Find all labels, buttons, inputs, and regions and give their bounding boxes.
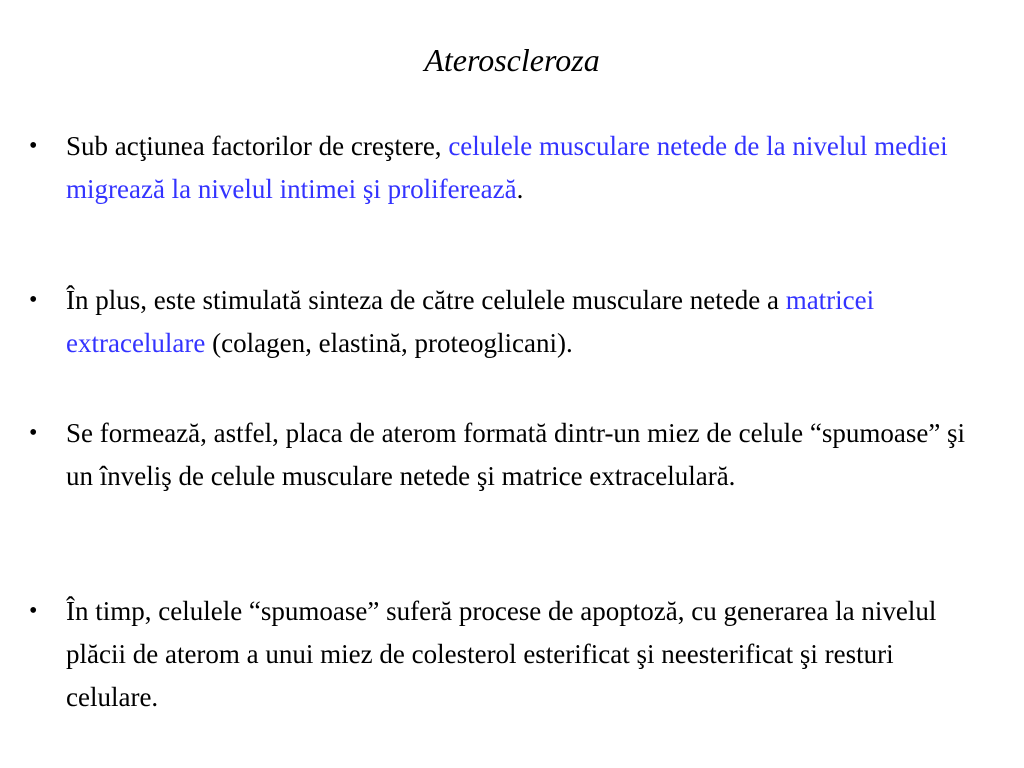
bullet-text-highlight: matricei extracelulare [66, 285, 875, 358]
bullet-icon: • [29, 420, 38, 446]
bullet-text [66, 279, 989, 365]
bullet-text [66, 125, 989, 211]
bullet-text-plain: Sub acţiunea factorilor de creştere, [66, 131, 449, 161]
bullet-item [29, 125, 989, 211]
slide-title: Ateroscleroza [424, 42, 600, 78]
bullet-text-plain: (colagen, elastină, proteoglicani). [205, 328, 573, 358]
bullet-item [29, 412, 989, 498]
bullet-text-highlight: celulele musculare netede de la nivelul mediei migrează la nivelul intimei şi proliferează [66, 131, 948, 204]
bullet-item [29, 590, 989, 719]
bullet-item [29, 279, 989, 365]
bullet-icon: • [29, 287, 38, 313]
bullet-icon: • [29, 598, 38, 624]
bullet-text-plain: În plus, este stimulată sinteza de către celulele musculare netede a [66, 285, 786, 315]
bullet-icon: • [29, 133, 38, 159]
bullet-text: Se formează, astfel, placa de aterom formată dintr-un miez de celule “spumoase” şi un înveliş de celule musculare netede şi matrice extracelulară. [66, 418, 966, 491]
bullet-text-plain: . [516, 174, 524, 204]
bullet-text: În timp, celulele “spumoase” suferă procese de apoptoză, cu generarea la nivelul plăcii de aterom a unui miez de colesterol esterificat şi neesterificat şi resturi celulare. [66, 596, 937, 712]
